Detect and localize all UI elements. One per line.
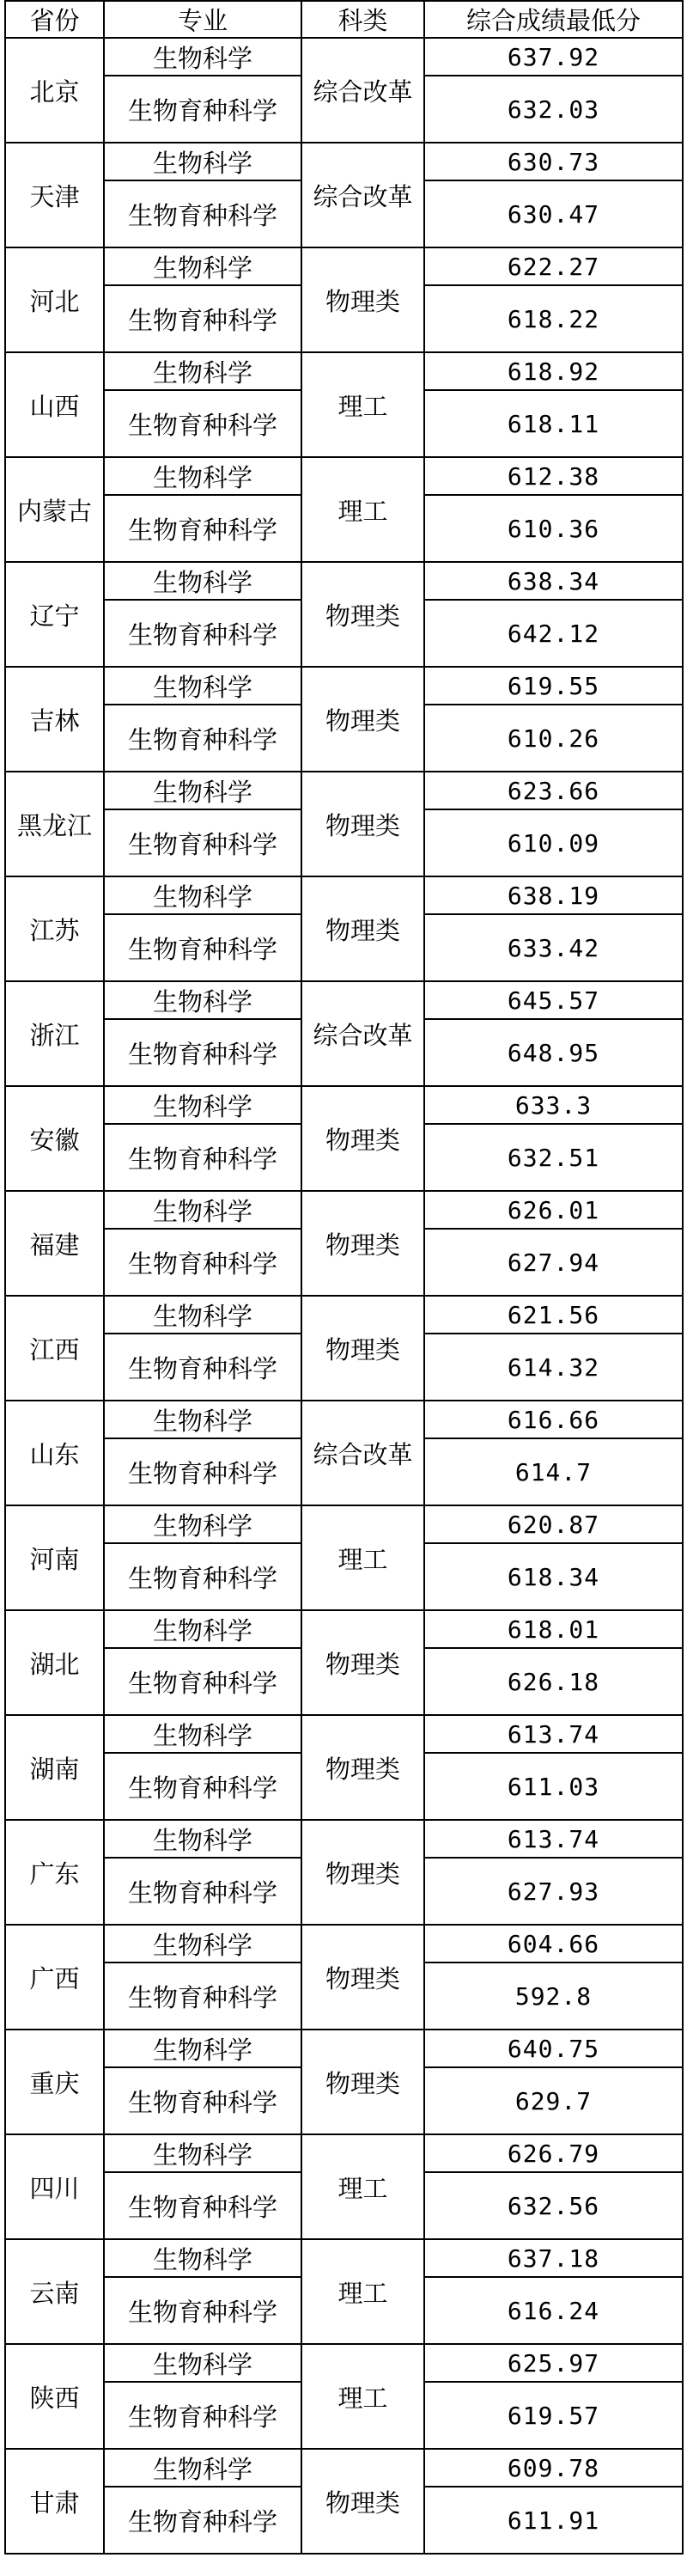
table-row	[5, 2239, 683, 2277]
category-cell: 物理类	[301, 1925, 424, 2030]
score-cell: 638.19	[424, 876, 683, 914]
province-cell: 甘肃	[5, 2449, 104, 2554]
score-cell: 625.97	[424, 2344, 683, 2382]
category-cell: 理工	[301, 1505, 424, 1610]
score-cell: 618.01	[424, 1610, 683, 1648]
table-row	[5, 1191, 683, 1229]
province-cell: 河南	[5, 1505, 104, 1610]
province-cell: 山西	[5, 352, 104, 457]
score-cell: 619.55	[424, 667, 683, 705]
score-cell: 648.95	[424, 1019, 683, 1086]
table-row	[5, 143, 683, 180]
score-cell: 622.27	[424, 247, 683, 285]
category-cell: 物理类	[301, 876, 424, 981]
table-row	[5, 1820, 683, 1858]
major-cell: 生物育种科学	[104, 390, 301, 457]
province-cell: 安徽	[5, 1086, 104, 1191]
category-cell: 物理类	[301, 1191, 424, 1296]
major-cell: 生物科学	[104, 38, 301, 76]
score-cell: 616.24	[424, 2277, 683, 2344]
major-cell: 生物育种科学	[104, 1963, 301, 2030]
score-cell: 632.03	[424, 76, 683, 143]
header-category: 科类	[301, 1, 424, 38]
category-cell: 物理类	[301, 2030, 424, 2134]
score-cell: 632.51	[424, 1124, 683, 1191]
province-cell: 山东	[5, 1401, 104, 1505]
major-cell: 生物育种科学	[104, 495, 301, 562]
table-row	[5, 562, 683, 600]
table-row	[5, 1505, 683, 1543]
major-cell: 生物科学	[104, 1610, 301, 1648]
table-row	[5, 1715, 683, 1753]
major-cell: 生物科学	[104, 1820, 301, 1858]
score-cell: 614.32	[424, 1334, 683, 1401]
score-cell: 637.92	[424, 38, 683, 76]
category-cell: 物理类	[301, 247, 424, 352]
score-cell: 630.47	[424, 180, 683, 247]
major-cell: 生物科学	[104, 2134, 301, 2172]
table-row	[5, 1296, 683, 1334]
score-cell: 613.74	[424, 1820, 683, 1858]
major-cell: 生物科学	[104, 1086, 301, 1124]
table-row	[5, 457, 683, 495]
table-row	[5, 1401, 683, 1438]
score-cell: 645.57	[424, 981, 683, 1019]
table-row	[5, 2449, 683, 2487]
category-cell: 理工	[301, 2239, 424, 2344]
major-cell: 生物科学	[104, 2239, 301, 2277]
score-cell: 638.34	[424, 562, 683, 600]
major-cell: 生物育种科学	[104, 2277, 301, 2344]
score-cell: 626.01	[424, 1191, 683, 1229]
major-cell: 生物育种科学	[104, 1438, 301, 1505]
major-cell: 生物科学	[104, 1715, 301, 1753]
score-cell: 640.75	[424, 2030, 683, 2067]
table-row	[5, 981, 683, 1019]
province-cell: 北京	[5, 38, 104, 143]
province-cell: 江西	[5, 1296, 104, 1401]
major-cell: 生物育种科学	[104, 1019, 301, 1086]
province-cell: 江苏	[5, 876, 104, 981]
header-min-score: 综合成绩最低分	[424, 1, 683, 38]
major-cell: 生物育种科学	[104, 1229, 301, 1296]
category-cell: 综合改革	[301, 143, 424, 247]
score-cell: 618.22	[424, 285, 683, 352]
table-row	[5, 352, 683, 390]
major-cell: 生物科学	[104, 143, 301, 180]
table-row	[5, 1610, 683, 1648]
category-cell: 综合改革	[301, 38, 424, 143]
score-cell: 619.57	[424, 2382, 683, 2449]
score-cell: 613.74	[424, 1715, 683, 1753]
score-cell: 637.18	[424, 2239, 683, 2277]
score-cell: 618.11	[424, 390, 683, 457]
major-cell: 生物育种科学	[104, 2067, 301, 2134]
table-header	[5, 1, 683, 38]
category-cell: 物理类	[301, 772, 424, 876]
score-cell: 609.78	[424, 2449, 683, 2487]
province-cell: 河北	[5, 247, 104, 352]
score-cell: 627.93	[424, 1858, 683, 1925]
score-cell: 642.12	[424, 600, 683, 667]
province-cell: 黑龙江	[5, 772, 104, 876]
score-cell: 610.26	[424, 705, 683, 772]
province-cell: 天津	[5, 143, 104, 247]
major-cell: 生物科学	[104, 457, 301, 495]
major-cell: 生物科学	[104, 352, 301, 390]
province-cell: 广东	[5, 1820, 104, 1925]
major-cell: 生物科学	[104, 667, 301, 705]
category-cell: 物理类	[301, 1296, 424, 1401]
header-major: 专业	[104, 1, 301, 38]
province-cell: 湖南	[5, 1715, 104, 1820]
score-cell: 621.56	[424, 1296, 683, 1334]
header-row	[5, 1, 683, 38]
score-cell: 612.38	[424, 457, 683, 495]
province-cell: 内蒙古	[5, 457, 104, 562]
category-cell: 综合改革	[301, 1401, 424, 1505]
table-row	[5, 2134, 683, 2172]
score-cell: 620.87	[424, 1505, 683, 1543]
score-cell: 610.36	[424, 495, 683, 562]
major-cell: 生物育种科学	[104, 1648, 301, 1715]
table-row	[5, 247, 683, 285]
province-cell: 吉林	[5, 667, 104, 772]
table-row	[5, 772, 683, 809]
table-row	[5, 2344, 683, 2382]
category-cell: 理工	[301, 352, 424, 457]
table-row	[5, 38, 683, 76]
score-cell: 618.34	[424, 1543, 683, 1610]
province-cell: 四川	[5, 2134, 104, 2239]
major-cell: 生物科学	[104, 2344, 301, 2382]
major-cell: 生物科学	[104, 876, 301, 914]
score-cell: 633.42	[424, 914, 683, 981]
province-cell: 云南	[5, 2239, 104, 2344]
major-cell: 生物育种科学	[104, 2487, 301, 2554]
score-cell: 632.56	[424, 2172, 683, 2239]
category-cell: 物理类	[301, 562, 424, 667]
major-cell: 生物科学	[104, 772, 301, 809]
category-cell: 物理类	[301, 2449, 424, 2554]
major-cell: 生物科学	[104, 1401, 301, 1438]
major-cell: 生物育种科学	[104, 600, 301, 667]
score-cell: 611.91	[424, 2487, 683, 2554]
category-cell: 物理类	[301, 1086, 424, 1191]
score-cell: 616.66	[424, 1401, 683, 1438]
major-cell: 生物育种科学	[104, 76, 301, 143]
category-cell: 物理类	[301, 1610, 424, 1715]
province-cell: 浙江	[5, 981, 104, 1086]
score-cell: 626.79	[424, 2134, 683, 2172]
major-cell: 生物科学	[104, 247, 301, 285]
province-cell: 广西	[5, 1925, 104, 2030]
major-cell: 生物育种科学	[104, 1543, 301, 1610]
major-cell: 生物育种科学	[104, 285, 301, 352]
score-cell: 618.92	[424, 352, 683, 390]
score-cell: 614.7	[424, 1438, 683, 1505]
score-cell: 592.8	[424, 1963, 683, 2030]
major-cell: 生物育种科学	[104, 809, 301, 876]
category-cell: 综合改革	[301, 981, 424, 1086]
province-cell: 重庆	[5, 2030, 104, 2134]
major-cell: 生物科学	[104, 1925, 301, 1963]
table-row	[5, 1925, 683, 1963]
score-cell: 623.66	[424, 772, 683, 809]
major-cell: 生物育种科学	[104, 180, 301, 247]
category-cell: 物理类	[301, 667, 424, 772]
major-cell: 生物育种科学	[104, 1753, 301, 1820]
major-cell: 生物科学	[104, 1296, 301, 1334]
major-cell: 生物育种科学	[104, 2382, 301, 2449]
score-cell: 629.7	[424, 2067, 683, 2134]
category-cell: 物理类	[301, 1715, 424, 1820]
major-cell: 生物育种科学	[104, 1124, 301, 1191]
table-row	[5, 876, 683, 914]
major-cell: 生物育种科学	[104, 1334, 301, 1401]
major-cell: 生物科学	[104, 2449, 301, 2487]
province-cell: 陕西	[5, 2344, 104, 2449]
header-province: 省份	[5, 1, 104, 38]
score-cell: 611.03	[424, 1753, 683, 1820]
province-cell: 辽宁	[5, 562, 104, 667]
score-cell: 626.18	[424, 1648, 683, 1715]
table-row	[5, 2030, 683, 2067]
category-cell: 物理类	[301, 1820, 424, 1925]
score-cell: 630.73	[424, 143, 683, 180]
major-cell: 生物育种科学	[104, 1858, 301, 1925]
score-cell: 604.66	[424, 1925, 683, 1963]
score-cell: 627.94	[424, 1229, 683, 1296]
category-cell: 理工	[301, 2134, 424, 2239]
score-cell: 633.3	[424, 1086, 683, 1124]
major-cell: 生物育种科学	[104, 2172, 301, 2239]
major-cell: 生物科学	[104, 2030, 301, 2067]
category-cell: 理工	[301, 2344, 424, 2449]
major-cell: 生物科学	[104, 981, 301, 1019]
major-cell: 生物科学	[104, 1505, 301, 1543]
category-cell: 理工	[301, 457, 424, 562]
major-cell: 生物育种科学	[104, 914, 301, 981]
province-cell: 福建	[5, 1191, 104, 1296]
admission-score-table	[4, 0, 684, 2555]
table-row	[5, 1086, 683, 1124]
table-body	[5, 38, 683, 2554]
major-cell: 生物科学	[104, 1191, 301, 1229]
major-cell: 生物科学	[104, 562, 301, 600]
major-cell: 生物育种科学	[104, 705, 301, 772]
table-row	[5, 667, 683, 705]
province-cell: 湖北	[5, 1610, 104, 1715]
score-cell: 610.09	[424, 809, 683, 876]
